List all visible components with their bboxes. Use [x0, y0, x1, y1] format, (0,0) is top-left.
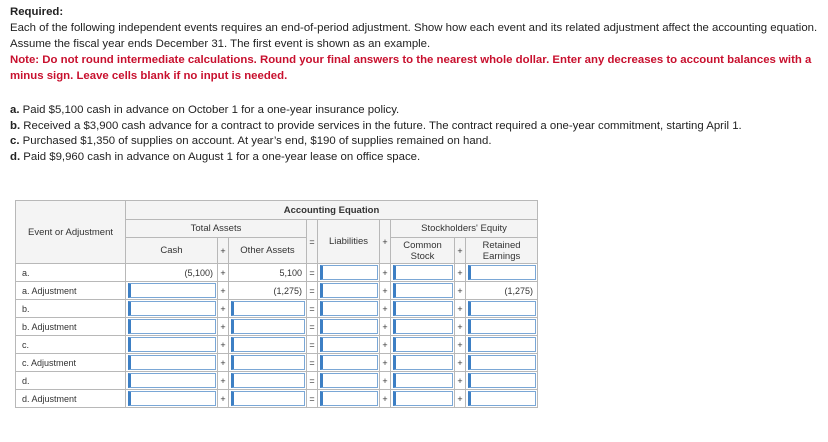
plus-sign: + — [380, 282, 391, 300]
liabilities-input[interactable] — [320, 283, 378, 298]
plus-sign: + — [380, 220, 391, 264]
plus-sign: + — [380, 264, 391, 282]
plus-sign: + — [455, 372, 466, 390]
retained-earnings-input[interactable] — [468, 373, 536, 388]
liabilities-input[interactable] — [320, 265, 378, 280]
other-assets-header: Other Assets — [229, 238, 307, 264]
liabilities-input[interactable] — [320, 319, 378, 334]
equals-sign: = — [307, 318, 318, 336]
common-stock-input[interactable] — [393, 319, 453, 334]
plus-sign: + — [380, 318, 391, 336]
plus-sign: + — [218, 372, 229, 390]
cash-input[interactable] — [128, 283, 216, 298]
plus-sign: + — [380, 390, 391, 408]
cash-value: (5,100) — [126, 264, 218, 282]
other-assets-input[interactable] — [231, 319, 305, 334]
plus-sign: + — [455, 390, 466, 408]
row-label: d. Adjustment — [16, 390, 126, 408]
plus-sign: + — [455, 264, 466, 282]
table-row — [16, 372, 538, 390]
plus-sign: + — [218, 264, 229, 282]
equals-sign: = — [307, 282, 318, 300]
equals-sign: = — [307, 300, 318, 318]
row-label: b. Adjustment — [16, 318, 126, 336]
cash-input[interactable] — [128, 301, 216, 316]
instructions — [10, 4, 822, 84]
event-text: Paid $9,960 cash in advance on August 1 for a one-year lease on office space. — [23, 150, 421, 163]
plus-sign: + — [455, 282, 466, 300]
equals-sign: = — [307, 264, 318, 282]
common-stock-input[interactable] — [393, 283, 453, 298]
retained-earnings-header: Retained Earnings — [466, 238, 538, 264]
plus-sign: + — [218, 354, 229, 372]
event-letter: c. — [10, 135, 20, 147]
equals-sign: = — [307, 354, 318, 372]
common-stock-input[interactable] — [393, 265, 453, 280]
retained-earnings-input[interactable] — [468, 301, 536, 316]
retained-earnings-input[interactable] — [468, 355, 536, 370]
cash-input[interactable] — [128, 319, 216, 334]
other-assets-value: (1,275) — [229, 282, 307, 300]
common-stock-input[interactable] — [393, 355, 453, 370]
table-row — [16, 282, 538, 300]
event-letter: a. — [10, 104, 20, 116]
equals-sign: = — [307, 336, 318, 354]
cash-input[interactable] — [128, 355, 216, 370]
plus-sign: + — [218, 300, 229, 318]
retained-earnings-input[interactable] — [468, 265, 536, 280]
other-assets-input[interactable] — [231, 301, 305, 316]
row-label: c. — [16, 336, 126, 354]
other-assets-input[interactable] — [231, 373, 305, 388]
cash-header: Cash — [126, 238, 218, 264]
event-letter: b. — [10, 119, 21, 132]
required-heading: Required: — [10, 6, 64, 18]
equals-sign: = — [307, 372, 318, 390]
instructions-body: Each of the following independent events requires an end-of-period adjustment. Show how each event and its related adjustment affect the accounting equation. Assume the fiscal year ends December 31. The first event is shown as an example. — [10, 22, 818, 50]
plus-sign: + — [455, 354, 466, 372]
common-stock-input[interactable] — [393, 337, 453, 352]
event-item — [10, 103, 822, 119]
other-assets-input[interactable] — [231, 391, 305, 406]
row-label: b. — [16, 300, 126, 318]
liabilities-input[interactable] — [320, 373, 378, 388]
liabilities-input[interactable] — [320, 301, 378, 316]
liabilities-input[interactable] — [320, 391, 378, 406]
row-label: a. — [16, 264, 126, 282]
event-letter: d. — [10, 150, 21, 163]
liabilities-header: Liabilities — [318, 220, 380, 264]
event-text: Purchased $1,350 of supplies on account. At year’s end, $190 of supplies remained on hand. — [22, 135, 492, 147]
event-item — [10, 134, 822, 150]
plus-sign: + — [380, 300, 391, 318]
event-item — [10, 119, 822, 135]
table-row — [16, 336, 538, 354]
table-title: Accounting Equation — [126, 201, 538, 220]
plus-sign: + — [218, 282, 229, 300]
event-item — [10, 150, 822, 166]
common-stock-input[interactable] — [393, 373, 453, 388]
cash-input[interactable] — [128, 391, 216, 406]
event-text: Received a $3,900 cash advance for a contract to provide services in the future. The contract required a one-year commitment, starting April 1. — [23, 119, 742, 132]
plus-sign: + — [380, 372, 391, 390]
instructions-note: Note: Do not round intermediate calculations. Round your final answers to the nearest whole dollar. Enter any decreases to account balances with a minus sign. Leave cells blank if no input is needed. — [10, 54, 812, 82]
equals-sign: = — [307, 220, 318, 264]
liabilities-input[interactable] — [320, 355, 378, 370]
plus-sign: + — [218, 318, 229, 336]
plus-sign: + — [455, 238, 466, 264]
event-list — [10, 103, 822, 165]
table-row — [16, 354, 538, 372]
event-adjustment-header: Event or Adjustment — [16, 201, 126, 264]
other-assets-value: 5,100 — [229, 264, 307, 282]
retained-earnings-input[interactable] — [468, 319, 536, 334]
retained-earnings-input[interactable] — [468, 391, 536, 406]
common-stock-input[interactable] — [393, 391, 453, 406]
retained-earnings-input[interactable] — [468, 337, 536, 352]
plus-sign: + — [218, 390, 229, 408]
cash-input[interactable] — [128, 337, 216, 352]
stockholders-equity-header: Stockholders' Equity — [391, 220, 538, 238]
table-row — [16, 390, 538, 408]
plus-sign: + — [380, 354, 391, 372]
table-row — [16, 318, 538, 336]
row-label: c. Adjustment — [16, 354, 126, 372]
table-row — [16, 264, 538, 282]
cash-input[interactable] — [128, 373, 216, 388]
plus-sign: + — [380, 336, 391, 354]
row-label: d. — [16, 372, 126, 390]
plus-sign: + — [218, 336, 229, 354]
other-assets-input[interactable] — [231, 337, 305, 352]
common-stock-input[interactable] — [393, 301, 453, 316]
event-text: Paid $5,100 cash in advance on October 1 for a one-year insurance policy. — [22, 104, 400, 116]
equals-sign: = — [307, 390, 318, 408]
row-label: a. Adjustment — [16, 282, 126, 300]
retained-earnings-value: (1,275) — [466, 282, 538, 300]
table-row — [16, 300, 538, 318]
plus-sign: + — [218, 238, 229, 264]
plus-sign: + — [455, 336, 466, 354]
other-assets-input[interactable] — [231, 355, 305, 370]
plus-sign: + — [455, 300, 466, 318]
common-stock-header: Common Stock — [391, 238, 455, 264]
liabilities-input[interactable] — [320, 337, 378, 352]
plus-sign: + — [455, 318, 466, 336]
total-assets-header: Total Assets — [126, 220, 307, 238]
accounting-equation-table — [15, 200, 538, 408]
